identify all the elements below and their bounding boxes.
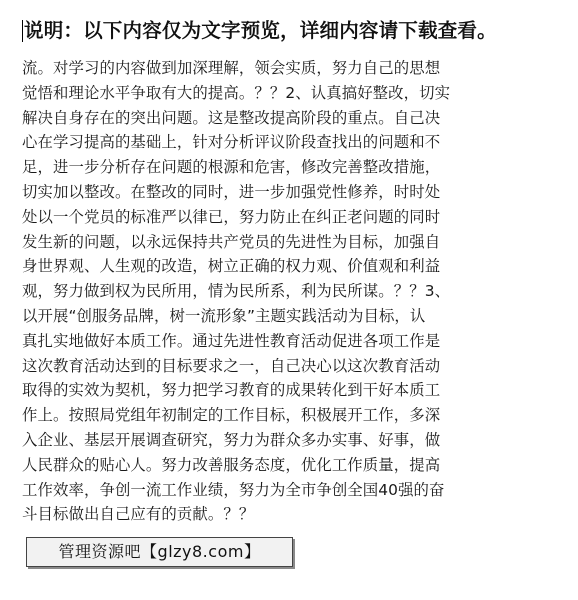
preview-notice-text: 说明：以下内容仅为文字预览，详细内容请下载查看。 [24,19,497,42]
text-cursor [22,20,23,42]
body-line: 真扎实地做好本质工作。通过先进性教育活动促进各项工作是 [22,331,441,350]
body-line: 观，努力做到权为民所用，情为民所系，利为民所谋。？？3、 [22,282,451,301]
body-line: 入企业、基层开展调查研究，努力为群众多办实事、好事，做 [22,430,441,449]
body-line: 人民群众的贴心人。努力改善服务态度，优化工作质量，提高 [22,455,441,474]
document-body [22,56,542,527]
body-line: 取得的实效为契机，努力把学习教育的成果转化到干好本质工 [22,381,441,400]
body-line: 以开展“创服务品牌，树一流形象”主题实践活动为目标，认 [22,306,426,325]
body-line: 切实加以整改。在整改的同时，进一步加强党性修养，时时处 [22,182,441,201]
body-line: 工作效率，争创一流工作业绩，努力为全市争创全国40强的奋 [22,480,445,499]
body-line: 处以一个党员的标准严以律已，努力防止在纠正老问题的同时 [22,207,441,226]
body-line: 足，进一步分析存在问题的根源和危害，修改完善整改措施， [22,158,441,177]
body-line: 作上。按照局党组年初制定的工作目标，积极展开工作，多深 [22,406,441,425]
body-line: 解决自身存在的突出问题。这是整改提高阶段的重点。自己决 [22,108,441,127]
body-line: 身世界观、人生观的改造，树立正确的权力观、价值观和利益 [22,257,441,276]
body-line: 这次教育活动达到的目标要求之一，自己决心以这次教育活动 [22,356,441,375]
body-line: 发生新的问题，以永远保持共产党员的先进性为目标，加强自 [22,232,441,251]
site-link-button[interactable]: 管理资源吧【glzy8.com】 [26,537,293,567]
body-line: 流。对学习的内容做到加深理解，领会实质，努力自己的思想 [22,59,441,77]
preview-notice [24,18,572,44]
body-line: 心在学习提高的基础上，针对分析评议阶段查找出的问题和不 [22,133,441,152]
body-line: 斗目标做出自己应有的贡献。？？ [22,505,255,524]
body-line: 觉悟和理论水平争取有大的提高。？？2、认真搞好整改，切实 [22,83,451,102]
